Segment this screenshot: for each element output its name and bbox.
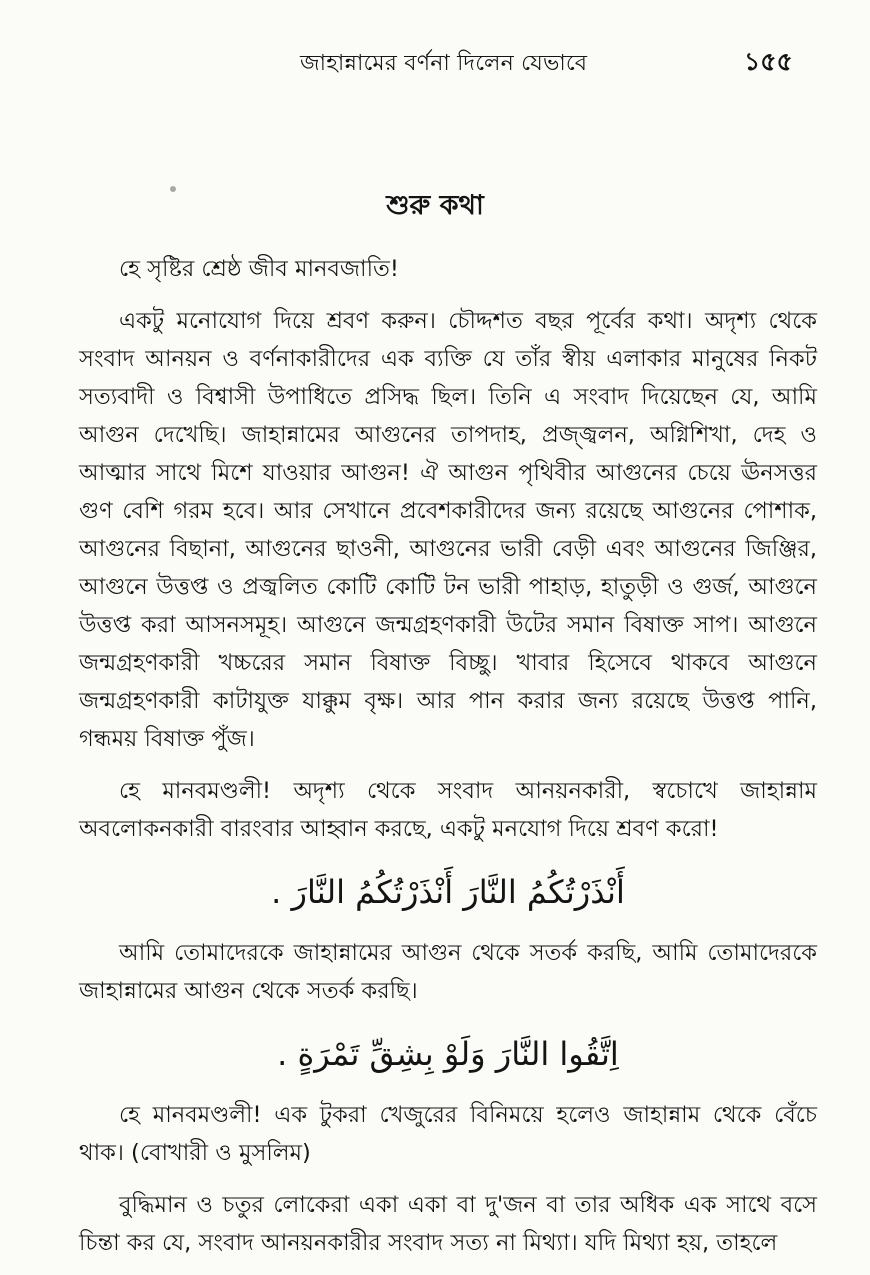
paragraph-call: হে মানবমণ্ডলী! অদৃশ্য থেকে সংবাদ আনয়নকারী, স্বচোখে জাহান্নাম অবলোকনকারী বারংবার আহ্বান করছে, একটু মনযোগ দিয়ে শ্রবণ করো! bbox=[79, 778, 817, 842]
paragraph-closing: বুদ্ধিমান ও চতুর লোকেরা একা একা বা দু'জন বা তার অধিক এক সাথে বসে চিন্তা কর যে, সংবাদ আনয়নকারীর সংবাদ সত্য না মিথ্যা। যদি মিথ্যা হয়, তাহলে bbox=[79, 1192, 817, 1256]
translation-warning: আমি তোমাদেরকে জাহান্নামের আগুন থেকে সতর্ক করছি, আমি তোমাদেরকে জাহান্নামের আগুন থেকে সতর্ক করছি। bbox=[79, 940, 817, 1004]
running-head-title: জাহান্নামের বর্ণনা দিলেন যেভাবে bbox=[300, 51, 588, 76]
section-heading: শুরু কথা bbox=[386, 190, 484, 221]
paragraph-address: হে সৃষ্টির শ্রেষ্ঠ জীব মানবজাতি! bbox=[119, 256, 399, 282]
page-number: ১৫৫ bbox=[744, 47, 793, 76]
arabic-quote-warning: أَنْذَرْتُكُمُ النَّارَ أَنْذَرْتُكُمُ النَّارَ . bbox=[271, 873, 625, 911]
body-text bbox=[79, 250, 817, 1275]
arabic-quote-date: اِتَّقُوا النَّارَ وَلَوْ بِشِقِّ تَمْرَةٍ . bbox=[277, 1035, 619, 1073]
paragraph-description: একটু মনোযোগ দিয়ে শ্রবণ করুন। চৌদ্দশত বছর পূর্বের কথা। অদৃশ্য থেকে সংবাদ আনয়ন ও বর্ণনাকারীদের এক ব্যক্তি যে তাঁর স্বীয় এলাকার মানুষের নিকট সত্যবাদী ও বিশ্বাসী উপাধিতে প্রসিদ্ধ ছিল। তিনি এ সংবাদ দিয়েছেন যে, আমি আগুন দেখেছি। জাহান্নামের আগুনের তাপদাহ, প্রজ্জ্বলন, অগ্নিশিখা, দেহ ও আত্মার সাথে মিশে যাওয়ার আগুন! ঐ আগুন পৃথিবীর আগুনের চেয়ে ঊনসত্তর গুণ বেশি গরম হবে। আর সেখানে প্রবেশকারীদের জন্য রয়েছে আগুনের পোশাক, আগুনের বিছানা, আগুনের ছাওনী, আগুনের ভারী বেড়ী এবং আগুনের জিঞ্জির, আগুনে উত্তপ্ত ও প্রজ্বলিত কোটি কোটি টন ভারী পাহাড়, হাতুড়ী ও গুর্জ, আগুনে উত্তপ্ত করা আসনসমূহ। আগুনে জন্মগ্রহণকারী উটের সমান বিষাক্ত সাপ। আগুনে জন্মগ্রহণকারী খচ্চরের সমান বিষাক্ত বিচ্ছু। খাবার হিসেবে থাকবে আগুনে জন্মগ্রহণকারী কাটাযুক্ত যাক্কুম বৃক্ষ। আর পান করার জন্য রয়েছে উত্তপ্ত পানি, গন্ধময় বিষাক্ত পুঁজ। bbox=[79, 308, 817, 752]
translation-date: হে মানবমণ্ডলী! এক টুকরা খেজুরের বিনিময়ে হলেও জাহান্নাম থেকে বেঁচে থাক। (বোখারী ও মুসলিম) bbox=[79, 1102, 817, 1166]
